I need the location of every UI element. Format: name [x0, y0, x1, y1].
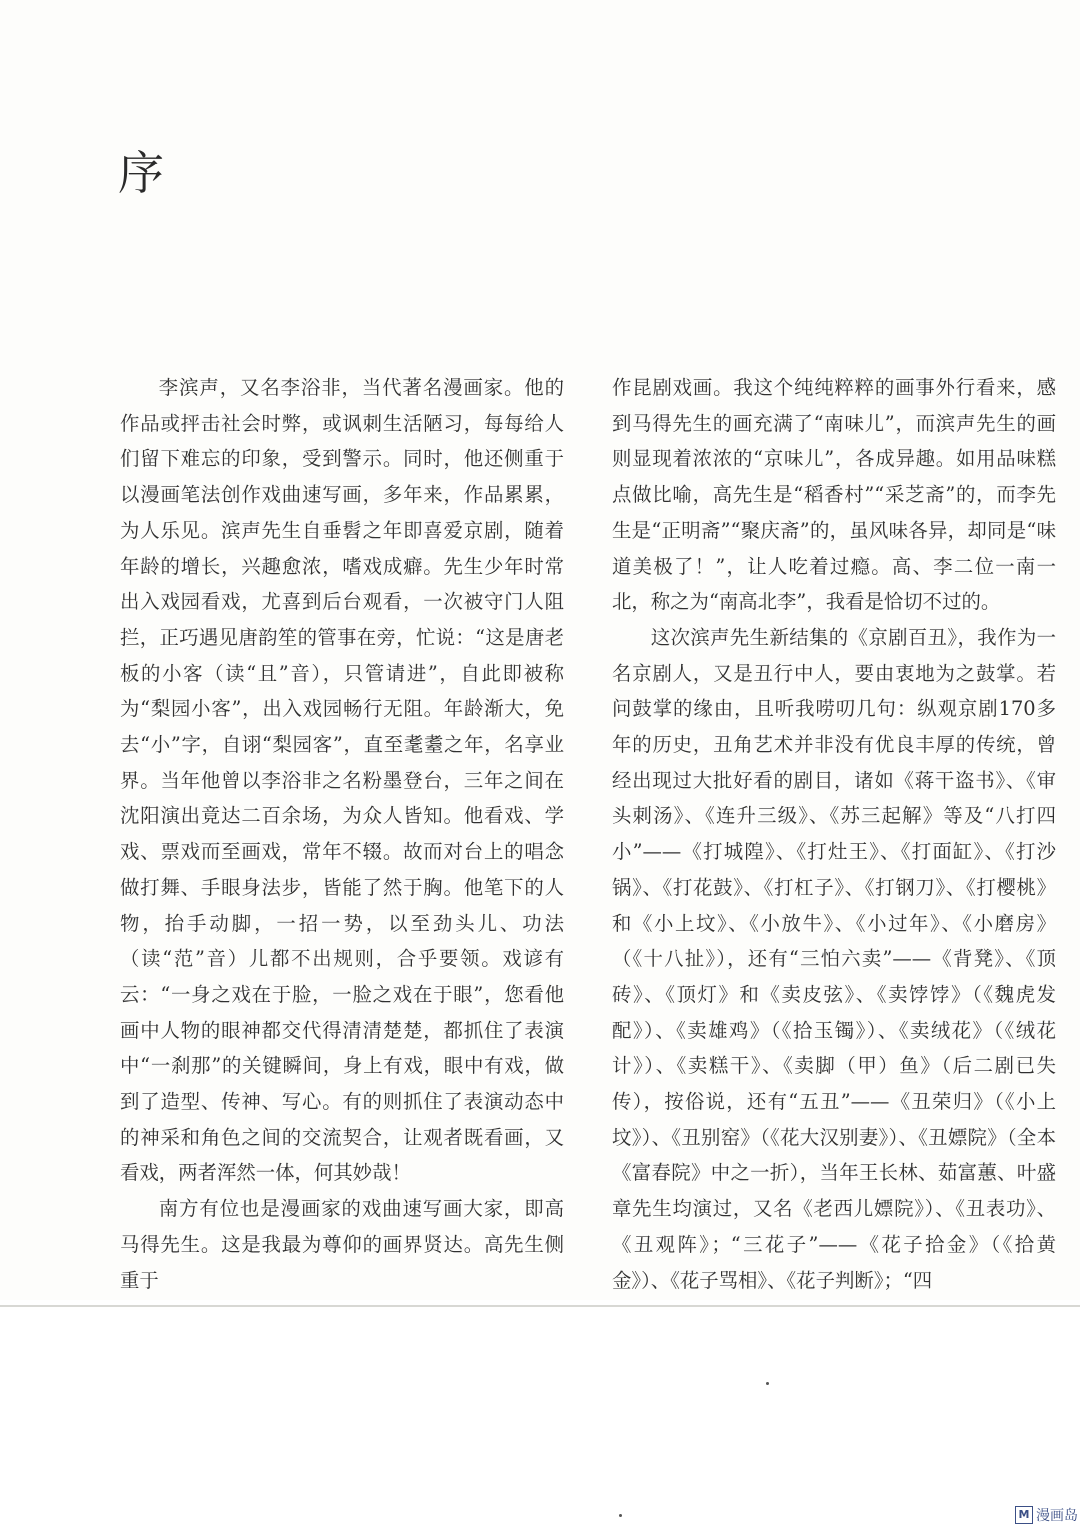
page-title: 序: [118, 146, 164, 200]
watermark-text: 漫画岛: [1036, 1508, 1078, 1524]
site-watermark: [1015, 1505, 1078, 1525]
paragraph: 这次滨声先生新结集的《京剧百丑》，我作为一名京剧人，又是丑行中人，要由衷地为之鼓掌。若问鼓掌的缘由，且听我唠叨几句：纵观京剧170多年的历史，丑角艺术并非没有优良丰厚的传统，曾经出现过大批好看的剧目，诸如《蒋干盗书》、《审头刺汤》、《连升三级》、《苏三起解》等及“八打四小”——《打城隍》、《打灶王》、《打面缸》、《打沙锅》、《打花鼓》、《打杠子》、《打钢刀》、《打樱桃》和《小上坟》、《小放牛》、《小过年》、《小磨房》（《十八扯》），还有“三怕六卖”——《背凳》、《顶砖》、《顶灯》和《卖皮弦》、《卖饽饽》（《魏虎发配》）、《卖雄鸡》（《拾玉镯》）、《卖绒花》（《绒花计》）、《卖糕干》、《卖脚（甲）鱼》（后二剧已失传），按俗说，还有“五丑”——《丑荣归》（《小上坟》）、《丑别窑》（《花大汉别妻》）、《丑嫖院》（全本《富春院》中之一折），当年王长林、茹富蕙、叶盛章先生均演过，又名《老西儿嫖院》）、《丑表功》、《丑观阵》；“三花子”——《花子拾金》（《拾黄金》）、《花子骂相》、《花子判断》；“四: [612, 625, 1056, 1292]
scan-margin: [0, 1305, 1080, 1529]
paragraph: 李滨声，又名李浴非，当代著名漫画家。他的作品或抨击社会时弊，或讽刺生活陋习，每每给人们留下难忘的印象，受到警示。同时，他还侧重于以漫画笔法创作戏曲速写画，多年来，作品累累，为人乐见。滨声先生自垂髫之年即喜爱京剧，随着年龄的增长，兴趣愈浓，嗜戏成癖。先生少年时常出入戏园看戏，尤喜到后台观看，一次被守门人阻拦，正巧遇见唐韵笙的管事在旁，忙说：“这是唐老板的小客（读“且”音），只管请进”，自此即被称为“梨园小客”，出入戏园畅行无阻。年龄渐大，免去“小”字，自诩“梨园客”，直至耄耋之年，名享业界。当年他曾以李浴非之名粉墨登台，三年之间在沈阳演出竟达二百余场，为众人皆知。他看戏、学戏、票戏而至画戏，常年不辍。故而对台上的唱念做打舞、手眼身法步，皆能了然于胸。他笔下的人物，抬手动脚，一招一势，以至劲头儿、功法（读“范”音）儿都不出规则，合乎要领。戏谚有云：“一身之戏在于脸，一脸之戏在于眼”，您看他画中人物的眼神都交代得清清楚楚，都抓住了表演中“一刹那”的关键瞬间，身上有戏，眼中有戏，做到了造型、传神、写心。有的则抓住了表演动态中的神采和角色之间的交流契合，让观者既看画，又看戏，两者浑然一体，何其妙哉！: [120, 376, 564, 1185]
watermark-logo-icon: M: [1015, 1506, 1033, 1524]
paragraph: 作昆剧戏画。我这个纯纯粹粹的画事外行看来，感到马得先生的画充满了“南味儿”，而滨声先生的画则显现着浓浓的“京味儿”，各成异趣。如用品味糕点做比喻，高先生是“稻香村”“采芝斋”的，而李先生是“正明斋”“聚庆斋”的，虽风味各异，却同是“味道美极了！”，让人吃着过瘾。高、李二位一南一北，称之为“南高北李”，我看是恰切不过的。: [612, 376, 1056, 614]
paragraph: 南方有位也是漫画家的戏曲速写画大家，即高马得先生。这是我最为尊仰的画界贤达。高先生侧重于: [120, 1197, 564, 1292]
scan-speck: [766, 1382, 769, 1385]
scan-speck: [619, 1514, 622, 1517]
right-text-column: [612, 370, 1056, 1298]
left-text-column: [120, 370, 564, 1298]
